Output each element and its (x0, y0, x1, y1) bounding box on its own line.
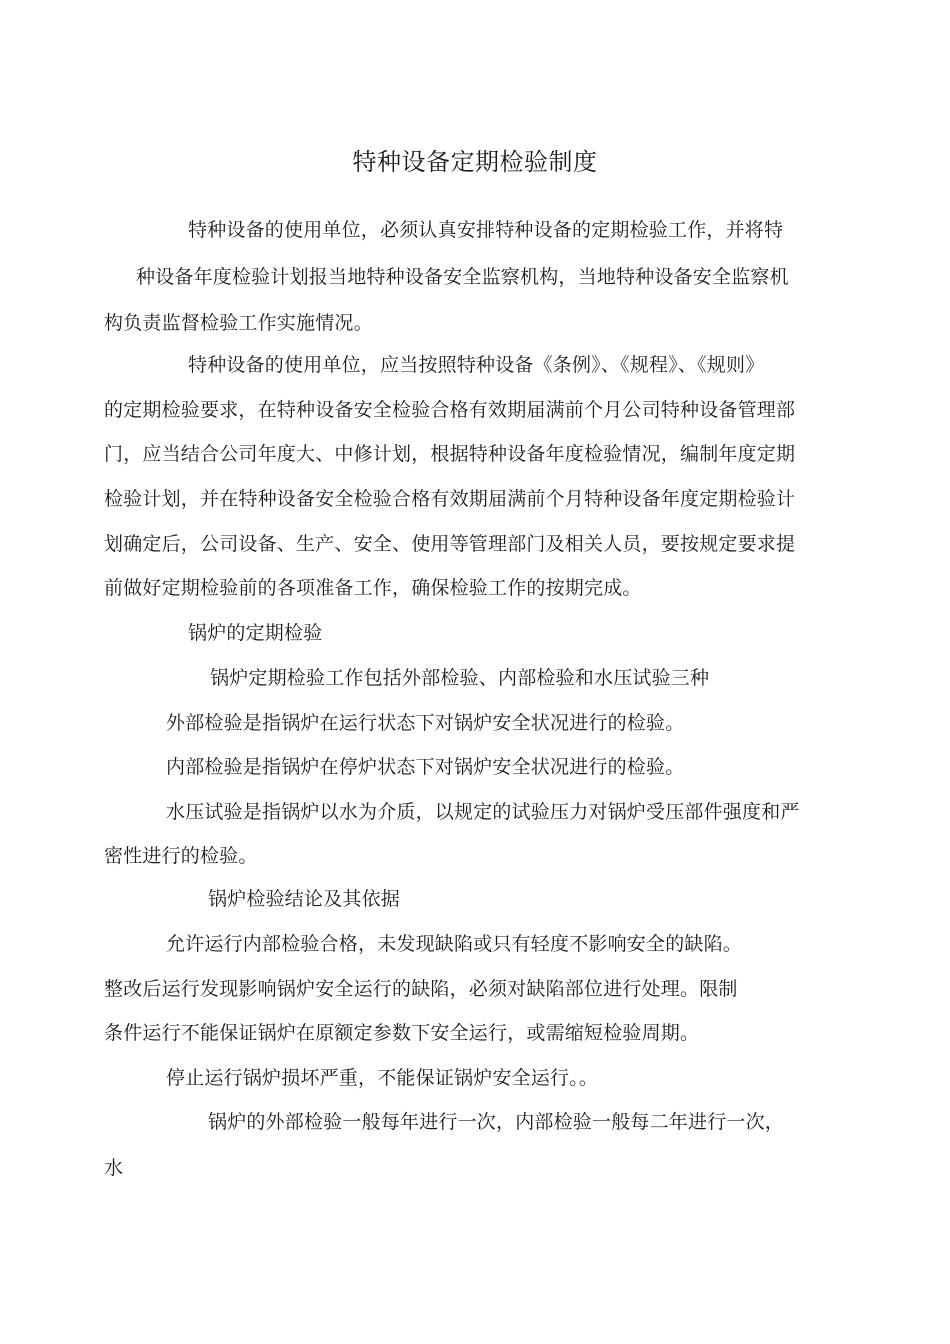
paragraph-line: 外部检验是指锅炉在运行状态下对锅炉安全状况进行的检验。 (166, 712, 685, 734)
paragraph-line: 特种设备的使用单位，必须认真安排特种设备的定期检验工作，并将特 (188, 219, 784, 241)
paragraph-line: 构负责监督检验工作实施情况。 (104, 312, 373, 334)
paragraph-line: 内部检验是指锅炉在停炉状态下对锅炉安全状况进行的检验。 (166, 756, 685, 778)
paragraph-line: 前做好定期检验前的各项准备工作，确保检验工作的按期完成。 (104, 577, 642, 599)
paragraph-line: 密性进行的检验。 (104, 845, 258, 867)
paragraph-line: 特种设备的使用单位，应当按照特种设备《条例》、《规程》、《规则》 (188, 354, 765, 376)
section-heading: 锅炉的定期检验 (188, 622, 323, 644)
paragraph-line: 停止运行锅炉损坏严重，不能保证锅炉安全运行。。 (166, 1067, 599, 1089)
paragraph-line: 水压试验是指锅炉以水为介质，以规定的试验压力对锅炉受压部件强度和严 (166, 801, 800, 823)
paragraph-line: 门，应当结合公司年度大、中修计划，根据特种设备年度检验情况，编制年度定期 (104, 443, 796, 465)
paragraph-line: 整改后运行发现影响锅炉安全运行的缺陷，必须对缺陷部位进行处理。限制 (104, 978, 738, 1000)
paragraph-line: 划确定后，公司设备、生产、安全、使用等管理部门及相关人员，要按规定要求提 (104, 533, 796, 555)
paragraph-line: 锅炉定期检验工作包括外部检验、内部检验和水压试验三种 (210, 667, 710, 689)
paragraph-line: 水 (104, 1157, 124, 1179)
document-title: 特种设备定期检验制度 (352, 148, 598, 176)
paragraph-line: 种设备年度检验计划报当地特种设备安全监察机构，当地特种设备安全监察机 (136, 266, 789, 288)
paragraph-line: 锅炉的外部检验一般每年进行一次，内部检验一般每二年进行一次， (208, 1111, 785, 1133)
paragraph-line: 条件运行不能保证锅炉在原额定参数下安全运行，或需缩短检验周期。 (104, 1022, 700, 1044)
paragraph-line: 检验计划，并在特种设备安全检验合格有效期届满前个月特种设备年度定期检验计 (104, 488, 796, 510)
paragraph-line: 允许运行内部检验合格，未发现缺陷或只有轻度不影响安全的缺陷。 (166, 933, 743, 955)
paragraph-line: 的定期检验要求，在特种设备安全检验合格有效期届满前个月公司特种设备管理部 (104, 399, 796, 421)
section-heading: 锅炉检验结论及其依据 (208, 888, 401, 910)
